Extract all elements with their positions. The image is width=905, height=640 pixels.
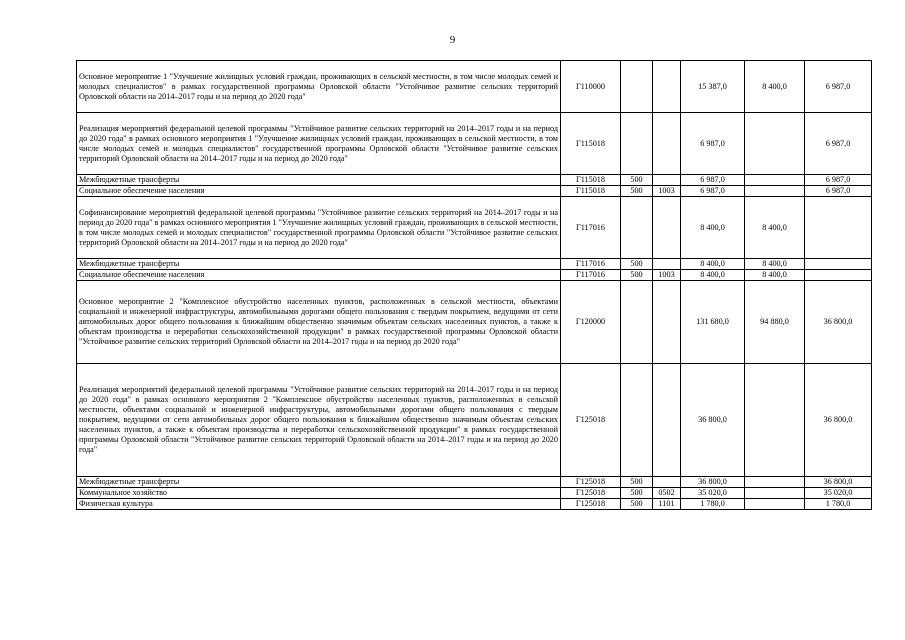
row-code: Г125018: [561, 364, 621, 477]
row-name: Реализация мероприятий федеральной целевой программы "Устойчивое развитие сельских территорий на 2014–2017 годы и на период до 2020 года" в рамках основного мероприятия 2 "Комплексное обустройство населенных пунктов, расположенных в сельской местности, объектами социальной и инженерной инфраструктуры, автомобильными дорогами общего пользования с твердым покрытием, ведущими от сети автомобильных дорог общего пользования к ближайшим общественно значимым объектам сельских населенных пунктов, а также к объектам производства и переработки сельскохозяйственной продукции" в рамках государственной программы Орловской области "Устойчивое развитие сельских территорий Орловской области на 2014–2017 годы и на период до 2020 года": [77, 364, 561, 477]
row-total: 8 400,0: [681, 197, 745, 259]
budget-table: [76, 60, 872, 510]
row-code: Г120000: [561, 281, 621, 364]
row-regional: [745, 186, 805, 197]
row-name: Физическая культура: [77, 499, 561, 510]
row-federal: [805, 270, 872, 281]
row-name: Социальное обеспечение населения: [77, 270, 561, 281]
row-federal: 6 987,0: [805, 175, 872, 186]
row-federal: [805, 259, 872, 270]
table-row: [77, 488, 872, 499]
row-section: [653, 477, 681, 488]
table-row: [77, 113, 872, 175]
row-total: 8 400,0: [681, 270, 745, 281]
row-group: [621, 281, 653, 364]
row-total: 36 800,0: [681, 364, 745, 477]
table-row: [77, 364, 872, 477]
row-total: 6 987,0: [681, 113, 745, 175]
row-regional: 94 880,0: [745, 281, 805, 364]
row-section: 1003: [653, 186, 681, 197]
row-total: 131 680,0: [681, 281, 745, 364]
row-group: 500: [621, 270, 653, 281]
row-regional: 8 400,0: [745, 197, 805, 259]
row-code: Г110000: [561, 61, 621, 113]
row-code: Г115018: [561, 175, 621, 186]
table-row: [77, 197, 872, 259]
row-section: 0502: [653, 488, 681, 499]
row-regional: 8 400,0: [745, 270, 805, 281]
table-row: [77, 186, 872, 197]
row-group: [621, 113, 653, 175]
row-total: 35 020,0: [681, 488, 745, 499]
row-section: [653, 281, 681, 364]
row-total: 6 987,0: [681, 186, 745, 197]
row-section: [653, 175, 681, 186]
page-number: 9: [449, 34, 456, 46]
row-name: Реализация мероприятий федеральной целевой программы "Устойчивое развитие сельских территорий на 2014–2017 годы и на период до 2020 года" в рамках основного мероприятия 1 "Улучшение жилищных условий граждан, проживающих в сельской местности, в том числе молодых семей и молодых специалистов" государственной программы Орловской области "Устойчивое развитие сельских территорий Орловской области на 2014–2017 годы и на период до 2020 года": [77, 113, 561, 175]
row-federal: 6 987,0: [805, 113, 872, 175]
row-federal: 6 987,0: [805, 186, 872, 197]
row-regional: [745, 364, 805, 477]
row-regional: 8 400,0: [745, 61, 805, 113]
row-code: Г117016: [561, 270, 621, 281]
row-group: [621, 61, 653, 113]
table-row: [77, 61, 872, 113]
row-name: Софинансирование мероприятий федеральной целевой программы "Устойчивое развитие сельских территорий на 2014–2017 годы и на период до 2020 года" в рамках основного мероприятия 1 "Улучшение жилищных условий граждан, проживающих в сельской местности, в том числе молодых семей и молодых специалистов" государственной программы Орловской области "Устойчивое развитие сельских территорий Орловской области на 2014–2017 годы и на период до 2020 года": [77, 197, 561, 259]
row-total: 6 987,0: [681, 175, 745, 186]
row-code: Г125018: [561, 477, 621, 488]
row-regional: [745, 477, 805, 488]
row-federal: [805, 197, 872, 259]
row-group: 500: [621, 488, 653, 499]
row-federal: 36 800,0: [805, 281, 872, 364]
table-row: [77, 477, 872, 488]
row-total: 1 780,0: [681, 499, 745, 510]
table-row: [77, 259, 872, 270]
row-section: [653, 197, 681, 259]
row-code: Г115018: [561, 186, 621, 197]
row-federal: 6 987,0: [805, 61, 872, 113]
row-group: 500: [621, 186, 653, 197]
row-name: Межбюджетные трансферты: [77, 175, 561, 186]
row-group: 500: [621, 499, 653, 510]
row-group: 500: [621, 175, 653, 186]
row-name: Основное мероприятие 1 "Улучшение жилищных условий граждан, проживающих в сельской местности, в том числе молодых семей и молодых специалистов" в рамках государственной программы Орловской области "Устойчивое развитие сельских территорий Орловской области на 2014–2017 годы и на период до 2020 года": [77, 61, 561, 113]
row-code: Г117016: [561, 197, 621, 259]
table-row: [77, 499, 872, 510]
row-section: [653, 364, 681, 477]
row-regional: [745, 499, 805, 510]
row-code: Г125018: [561, 499, 621, 510]
row-name: Социальное обеспечение населения: [77, 186, 561, 197]
row-code: Г125018: [561, 488, 621, 499]
row-regional: 8 400,0: [745, 259, 805, 270]
row-name: Основное мероприятие 2 "Комплексное обустройство населенных пунктов, расположенных в сельской местности, объектами социальной и инженерной инфраструктуры, автомобильными дорогами общего пользования с твердым покрытием, ведущими от сети автомобильных дорог общего пользования к ближайшим общественно значимым объектам сельских населенных пунктов, а также к объектам производства и переработки сельскохозяйственной продукции" в рамках государственной программы Орловской области "Устойчивое развитие сельских территорий Орловской области на 2014–2017 годы и на период до 2020 года": [77, 281, 561, 364]
row-section: [653, 61, 681, 113]
row-group: [621, 197, 653, 259]
row-name: Коммунальное хозяйство: [77, 488, 561, 499]
row-regional: [745, 488, 805, 499]
table-row: [77, 175, 872, 186]
row-total: 15 387,0: [681, 61, 745, 113]
row-federal: 36 800,0: [805, 477, 872, 488]
row-group: [621, 364, 653, 477]
row-section: [653, 259, 681, 270]
table-row: [77, 281, 872, 364]
row-federal: 1 780,0: [805, 499, 872, 510]
row-federal: 36 800,0: [805, 364, 872, 477]
row-name: Межбюджетные трансферты: [77, 259, 561, 270]
row-total: 36 800,0: [681, 477, 745, 488]
row-section: 1101: [653, 499, 681, 510]
row-regional: [745, 113, 805, 175]
row-code: Г115018: [561, 113, 621, 175]
row-total: 8 400,0: [681, 259, 745, 270]
row-federal: 35 020,0: [805, 488, 872, 499]
row-regional: [745, 175, 805, 186]
row-section: 1003: [653, 270, 681, 281]
row-name: Межбюджетные трансферты: [77, 477, 561, 488]
table-row: [77, 270, 872, 281]
row-group: 500: [621, 477, 653, 488]
row-code: Г117016: [561, 259, 621, 270]
row-section: [653, 113, 681, 175]
row-group: 500: [621, 259, 653, 270]
